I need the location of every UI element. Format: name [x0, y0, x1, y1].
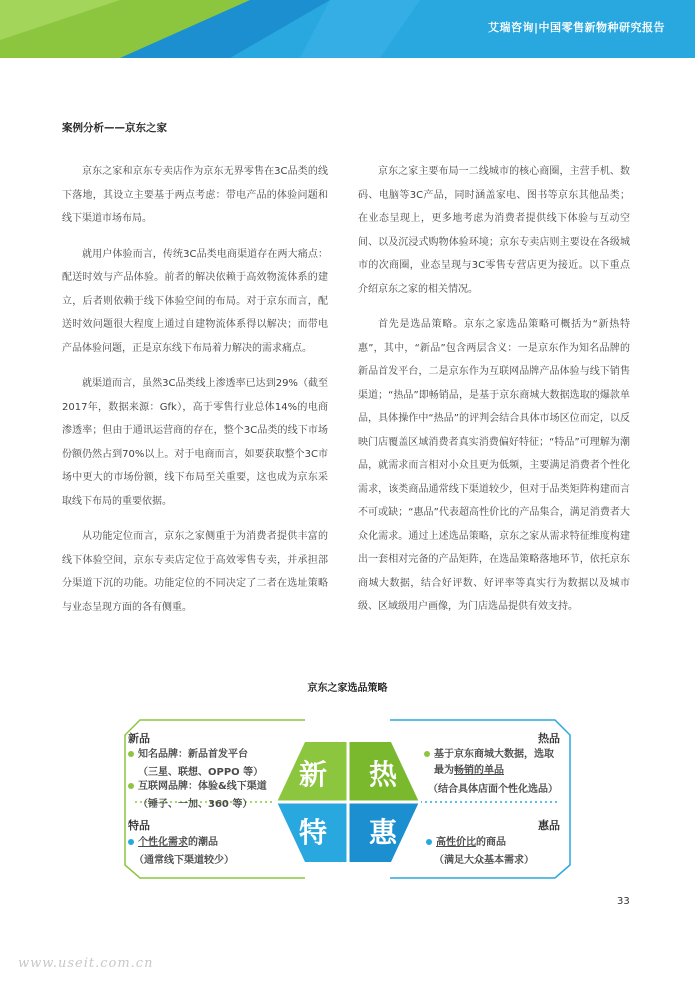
char-xin: 新	[298, 758, 328, 791]
label-huipin: 惠品	[538, 819, 560, 832]
repin-item-1-prefix: 最为	[434, 765, 454, 776]
right-column	[358, 160, 630, 631]
paragraph: 京东之家主要布局一二线城市的核心商圈，主营手机、数码、电脑等3C产品，同时涵盖家电、图书等京东其他品类；在业态呈现上，更多地考虑为消费者提供线下体验与互动空间、以及沉浸式购物体验环境；京东专卖店则主要设在各级城市的次商圈，业态呈现与3C零售专营店更为接近。以下重点介绍京东之家的相关情况。	[358, 166, 630, 295]
xinpin-item-2	[128, 779, 267, 795]
bullet-icon	[128, 751, 134, 757]
bullet-icon	[424, 751, 430, 757]
tepin-item-1-sub: （通常线下渠道较少）	[134, 855, 234, 866]
header-banner	[0, 0, 695, 58]
repin-item-1	[424, 747, 554, 763]
huipin-item-1-text: 的商品	[476, 837, 506, 848]
char-te: 特	[298, 816, 328, 849]
xinpin-item-2-text: 互联网品牌：体验&线下渠道	[138, 781, 267, 792]
xinpin-item-1-sub: （三星、联想、OPPO 等）	[138, 767, 264, 778]
page-number: 33	[617, 896, 630, 907]
paragraph: 从功能定位而言，京东之家侧重于为消费者提供丰富的线下体验空间，京东专卖店定位于高效零售专卖，并承担部分渠道下沉的功能。功能定位的不同决定了二者在选址策略与业态呈现方面的各有侧重。	[62, 531, 328, 613]
strategy-diagram	[0, 700, 695, 890]
label-tepin: 特品	[128, 819, 150, 832]
paragraph: 就用户体验而言，传统3C品类电商渠道存在两大痛点：配送时效与产品体验。前者的解决依赖于高效物流体系的建立，后者则依赖于线下体验空间的布局。对于京东而言，配送时效问题很大程度上通过自建物流体系得以解决；而带电产品体验问题，正是京东线下布局着力解决的需求痛点。	[62, 248, 328, 354]
tepin-item-1	[128, 835, 218, 851]
report-title: 艾瑞咨询|中国零售新物种研究报告	[487, 21, 665, 34]
bullet-icon	[128, 783, 134, 789]
repin-item-1-line2	[434, 763, 504, 779]
repin-item-1-sub: （结合具体店面个性化选品）	[428, 784, 558, 795]
bullet-icon	[128, 839, 134, 845]
paragraph: 就渠道而言，虽然3C品类线上渗透率已达到29%（截至2017年，数据来源：Gfk），高于零售行业总体14%的电商渗透率；但由于通讯运营商的存在，整个3C品类的线下市场份额仍然占到70%以上。对于电商而言，如要获取整个3C市场中更大的市场份额，线下布局至关重要，这也成为京东采取线下布局的重要依据。	[62, 378, 328, 507]
paragraph: 京东之家和京东专卖店作为京东无界零售在3C品类的线下落地，其设立主要基于两点考虑：带电产品的体验问题和线下渠道市场布局。	[62, 166, 328, 224]
xinpin-item-1-text: 知名品牌：新品首发平台	[138, 749, 248, 760]
char-hui: 惠	[368, 816, 398, 849]
tepin-item-1-text: 的潮品	[188, 837, 218, 848]
left-column	[62, 160, 328, 631]
huipin-item-1-highlight: 高性价比	[436, 837, 476, 848]
diagram-title: 京东之家选品策略	[307, 683, 388, 694]
repin-item-1-highlight: 畅销的单品	[454, 765, 504, 776]
repin-item-1-text: 基于京东商城大数据，选取	[434, 749, 554, 760]
xinpin-item-2-sub: （锤子、一加、360 等）	[138, 799, 253, 810]
label-repin: 热品	[538, 732, 560, 745]
char-re: 热	[368, 758, 398, 791]
xinpin-item-1	[128, 747, 248, 763]
diagram-graphic	[0, 700, 695, 890]
huipin-item-1	[426, 835, 506, 851]
bullet-icon	[426, 839, 432, 845]
tepin-item-1-highlight: 个性化需求	[138, 837, 188, 848]
watermark: www.useit.com.cn	[18, 956, 154, 971]
label-xinpin: 新品	[128, 732, 150, 745]
paragraph: 首先是选品策略。京东之家选品策略可概括为“新热特惠”，其中，“新品”包含两层含义：一是京东作为知名品牌的新品首发平台，二是京东作为互联网品牌产品体验与线下销售渠道；“热品”即畅销品，是基于京东商城大数据选取的爆款单品，具体操作中“热品”的评判会结合具体市场区位而定，以反映门店覆盖区域消费者真实消费偏好特征；“特品”可理解为潮品，就需求而言相对小众且更为低频，主要满足消费者个性化需求，该类商品通常线下渠道较少，但对于品类矩阵构建而言不可或缺；“惠品”代表超高性价比的产品集合，满足消费者大众化需求。通过上述选品策略，京东之家从需求特征维度构建出一套相对完备的产品矩阵，在选品策略落地环节，依托京东商城大数据，结合好评数、好评率等真实行为数据以及城市级、区域级用户画像，为门店选品提供有效支持。	[358, 319, 630, 612]
huipin-item-1-sub: （满足大众基本需求）	[434, 855, 534, 866]
section-title: 案例分析——京东之家	[62, 122, 167, 134]
